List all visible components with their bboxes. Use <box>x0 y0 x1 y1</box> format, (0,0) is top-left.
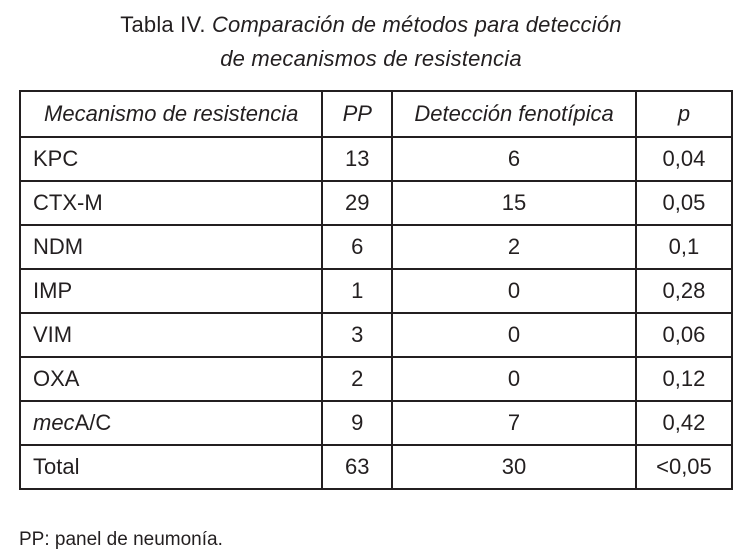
cell-pp: 3 <box>322 313 392 357</box>
cell-p-value: 0,42 <box>636 401 732 445</box>
table-row <box>20 269 732 313</box>
cell-mechanism <box>20 269 322 313</box>
table-header-row <box>20 91 732 137</box>
table-row <box>20 401 732 445</box>
cell-pp: 1 <box>322 269 392 313</box>
table-caption <box>0 8 742 76</box>
cell-phenotypic: 7 <box>392 401 636 445</box>
header-phenotypic-detection: Detección fenotípica <box>392 91 636 137</box>
header-pp: PP <box>322 91 392 137</box>
cell-mechanism-text: IMP <box>33 278 73 303</box>
table-row <box>20 225 732 269</box>
cell-p-value: 0,05 <box>636 181 732 225</box>
caption-title-line-1: Comparación de métodos para detección <box>211 12 622 37</box>
cell-mechanism-text: NDM <box>33 234 84 259</box>
table-row <box>20 357 732 401</box>
cell-mechanism-text: CTX-M <box>33 190 103 215</box>
resistance-mechanisms-table <box>19 90 733 490</box>
cell-mechanism <box>20 225 322 269</box>
cell-phenotypic: 15 <box>392 181 636 225</box>
cell-pp: 13 <box>322 137 392 181</box>
cell-mechanism <box>20 357 322 401</box>
cell-p-value: 0,12 <box>636 357 732 401</box>
cell-phenotypic: 0 <box>392 269 636 313</box>
caption-line-1 <box>0 8 742 42</box>
cell-phenotypic: 6 <box>392 137 636 181</box>
table-row-total <box>20 445 732 489</box>
cell-mechanism <box>20 401 322 445</box>
cell-mechanism <box>20 181 322 225</box>
cell-mechanism <box>20 313 322 357</box>
header-mechanism: Mecanismo de resistencia <box>20 91 322 137</box>
cell-mechanism <box>20 137 322 181</box>
cell-mechanism-text: OXA <box>33 366 80 391</box>
header-p-value: p <box>636 91 732 137</box>
table-footnote: PP: panel de neumonía. <box>19 529 223 550</box>
cell-p-value: 0,28 <box>636 269 732 313</box>
cell-phenotypic: 0 <box>392 313 636 357</box>
cell-pp: 9 <box>322 401 392 445</box>
cell-phenotypic: 30 <box>392 445 636 489</box>
cell-p-value: <0,05 <box>636 445 732 489</box>
cell-mechanism <box>20 445 322 489</box>
cell-mechanism-text: Total <box>33 454 80 479</box>
cell-pp: 6 <box>322 225 392 269</box>
cell-p-value: 0,1 <box>636 225 732 269</box>
cell-mechanism-italic: mec <box>33 410 75 435</box>
table-row <box>20 313 732 357</box>
cell-pp: 29 <box>322 181 392 225</box>
cell-pp: 2 <box>322 357 392 401</box>
cell-p-value: 0,04 <box>636 137 732 181</box>
cell-pp: 63 <box>322 445 392 489</box>
cell-mechanism-text: A/C <box>74 410 112 435</box>
cell-phenotypic: 2 <box>392 225 636 269</box>
table-row <box>20 137 732 181</box>
cell-phenotypic: 0 <box>392 357 636 401</box>
table-row <box>20 181 732 225</box>
caption-title-line-2: de mecanismos de resistencia <box>220 46 522 71</box>
cell-mechanism-text: KPC <box>33 146 79 171</box>
cell-p-value: 0,06 <box>636 313 732 357</box>
cell-mechanism-text: VIM <box>33 322 73 347</box>
caption-label: Tabla IV. <box>120 12 206 37</box>
